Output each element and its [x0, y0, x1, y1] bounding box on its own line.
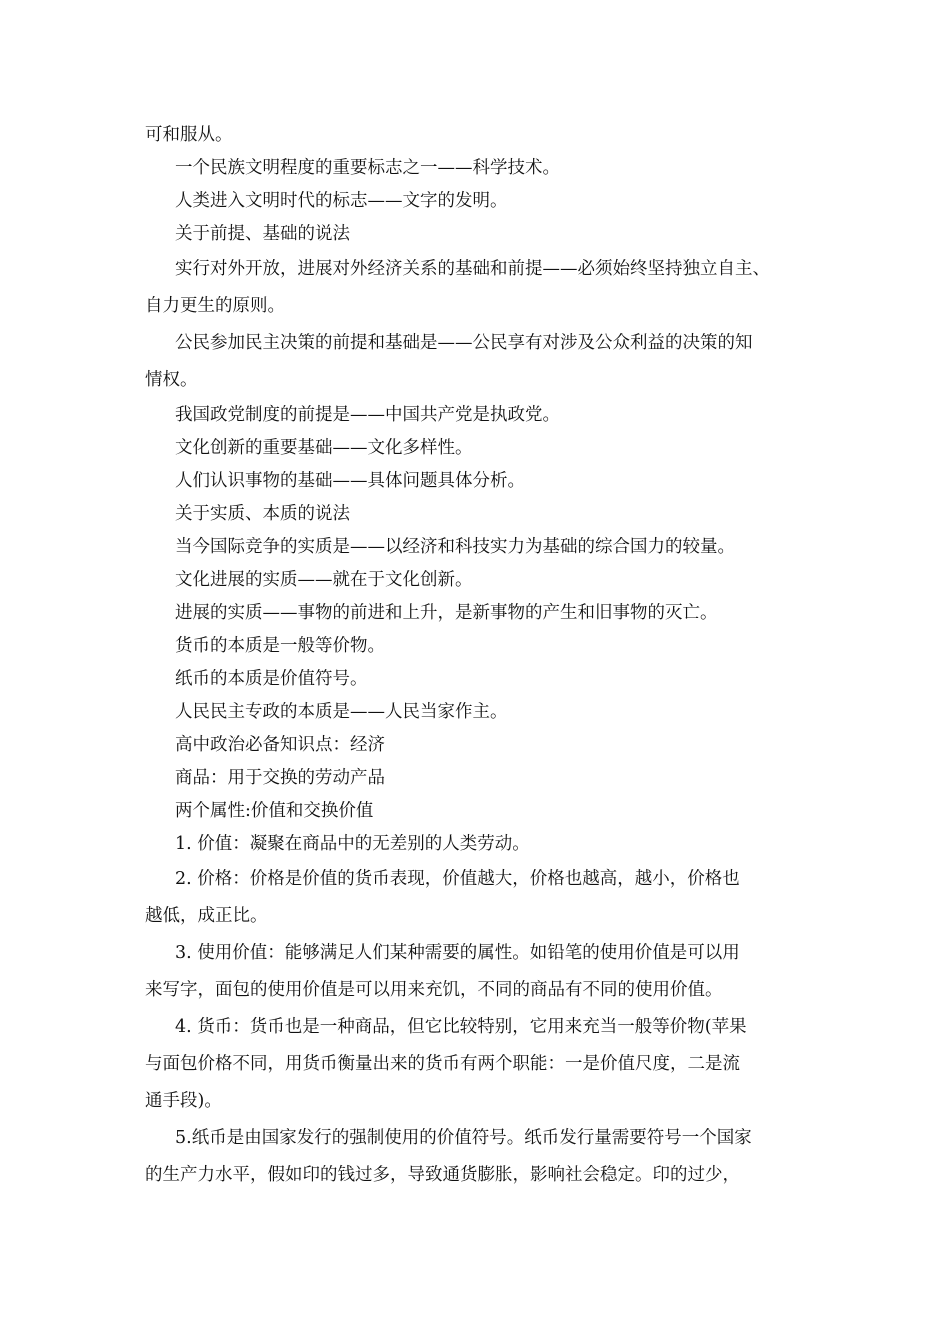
- section-heading: 高中政治必备知识点：经济: [175, 735, 385, 755]
- paragraph-line: 进展的实质——事物的前进和上升，是新事物的产生和旧事物的灭亡。: [175, 603, 718, 623]
- paragraph-line: 文化创新的重要基础——文化多样性。: [175, 438, 473, 458]
- paragraph-line: 两个属性:价值和交换价值: [175, 801, 374, 821]
- paragraph-line: 一个民族文明程度的重要标志之一——科学技术。: [175, 158, 560, 178]
- list-item-continuation: 越低，成正比。: [145, 906, 268, 926]
- paragraph-line: 人民民主专政的本质是——人民当家作主。: [175, 702, 508, 722]
- list-item-continuation: 来写字，面包的使用价值是可以用来充饥，不同的商品有不同的使用价值。: [145, 980, 723, 1000]
- list-item-continuation: 通手段)。: [145, 1091, 222, 1111]
- paragraph-line: 可和服从。: [145, 125, 233, 145]
- paragraph-line: 货币的本质是一般等价物。: [175, 636, 385, 656]
- paragraph-line: 文化进展的实质——就在于文化创新。: [175, 570, 473, 590]
- section-heading: 关于前提、基础的说法: [175, 224, 350, 244]
- paragraph-line: 当今国际竞争的实质是——以经济和科技实力为基础的综合国力的较量。: [175, 537, 735, 557]
- list-item: 3. 使用价值：能够满足人们某种需要的属性。如铅笔的使用价值是可以用: [175, 943, 740, 963]
- paragraph-line: 我国政党制度的前提是——中国共产党是执政党。: [175, 405, 560, 425]
- list-item: 5.纸币是由国家发行的强制使用的价值符号。纸币发行量需要符号一个国家: [175, 1128, 752, 1148]
- list-item: 1. 价值：凝聚在商品中的无差别的人类劳动。: [175, 834, 530, 854]
- paragraph-line: 纸币的本质是价值符号。: [175, 669, 368, 689]
- document-body: [145, 119, 810, 1194]
- list-item: 4. 货币：货币也是一种商品，但它比较特别，它用来充当一般等价物(苹果: [175, 1017, 747, 1037]
- paragraph-line: 情权。: [145, 370, 198, 390]
- paragraph-line: 公民参加民主决策的前提和基础是——公民享有对涉及公众利益的决策的知: [175, 333, 753, 353]
- paragraph-line: 商品：用于交换的劳动产品: [175, 768, 385, 788]
- paragraph-line: 实行对外开放，进展对外经济关系的基础和前提——必须始终坚持独立自主、: [175, 259, 770, 279]
- paragraph-line: 自力更生的原则。: [145, 296, 285, 316]
- list-item: 2. 价格：价格是价值的货币表现，价值越大，价格也越高，越小，价格也: [175, 869, 740, 889]
- list-item-continuation: 的生产力水平，假如印的钱过多，导致通货膨胀，影响社会稳定。印的过少，: [145, 1165, 740, 1185]
- list-item-continuation: 与面包价格不同，用货币衡量出来的货币有两个职能：一是价值尺度，二是流: [145, 1054, 740, 1074]
- paragraph-line: 人类进入文明时代的标志——文字的发明。: [175, 191, 508, 211]
- paragraph-line: 人们认识事物的基础——具体问题具体分析。: [175, 471, 525, 491]
- section-heading: 关于实质、本质的说法: [175, 504, 350, 524]
